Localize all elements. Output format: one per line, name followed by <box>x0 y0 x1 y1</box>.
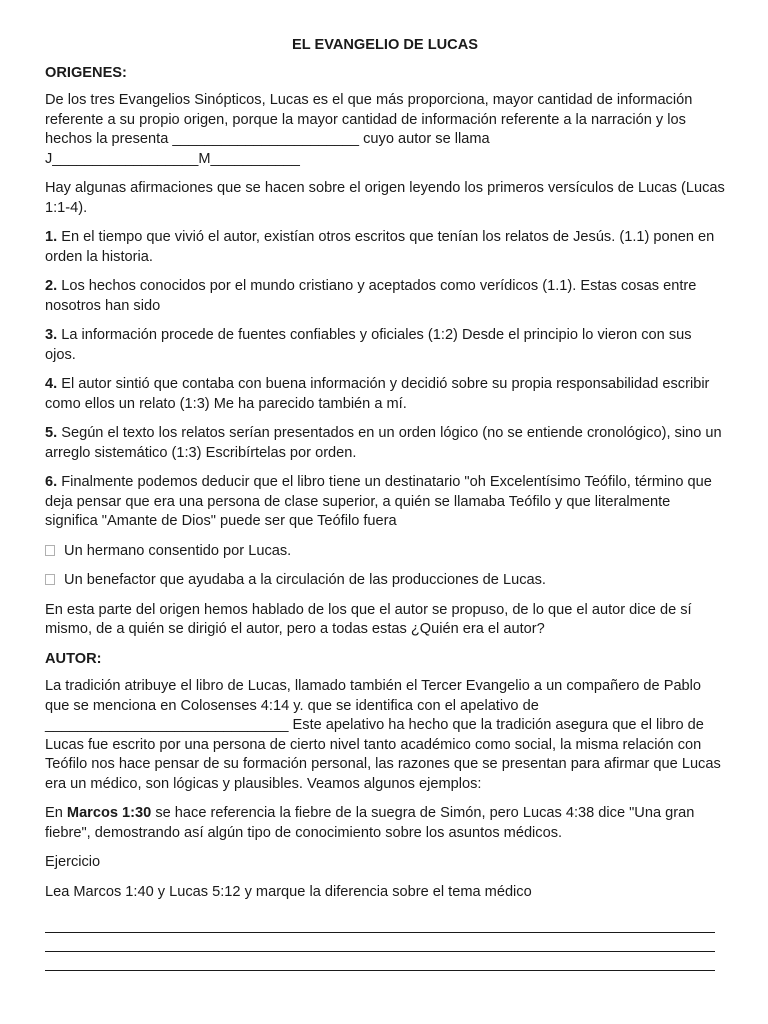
checkbox-bullet-icon <box>45 574 55 585</box>
bullet-text: Un hermano consentido por Lucas. <box>60 542 292 559</box>
item-number: 1. <box>45 229 58 245</box>
list-item <box>45 277 725 316</box>
bullet-item <box>45 542 725 562</box>
list-item <box>45 326 725 365</box>
list-item <box>45 375 725 414</box>
item-text: Según el texto los relatos serían presentados en un orden lógico (no se entiende cronológico), sino un arreglo sistemático (1:3) Escribírtelas por orden. <box>45 425 722 461</box>
document-title: EL EVANGELIO DE LUCAS <box>292 37 478 53</box>
item-number: 4. <box>45 376 58 392</box>
item-number: 5. <box>45 425 58 441</box>
item-text: Finalmente podemos deducir que el libro tiene un destinatario "oh Excelentísimo Teófilo, término que deja pensar que era una persona de clase superior, a quién se llamaba Teófilo y que literalmente significa "Amante de Dios" puede ser que Teófilo fuera <box>45 474 712 529</box>
answer-line[interactable] <box>45 952 715 971</box>
example-reference: Marcos 1:30 <box>66 805 152 821</box>
example-paragraph <box>45 804 725 843</box>
item-text: En el tiempo que vivió el autor, existían otros escritos que tenían los relatos de Jesús. (1.1) ponen en orden la historia. <box>45 229 715 265</box>
summary-paragraph: En esta parte del origen hemos hablado de los que el autor se propuso, de lo que el autor dice de sí mismo, de a quién se dirigió el autor, pero a todas estas ¿Quién era el autor? <box>45 601 692 637</box>
checkbox-bullet-icon <box>45 545 55 556</box>
item-number: 3. <box>45 327 58 343</box>
list-item <box>45 228 725 267</box>
origins-heading: ORIGENES: <box>45 64 127 81</box>
answer-line[interactable] <box>45 914 715 933</box>
item-number: 2. <box>45 278 58 294</box>
exercise-label: Ejercicio <box>45 854 101 870</box>
document-page <box>45 36 725 971</box>
author-paragraph: La tradición atribuye el libro de Lucas, llamado también el Tercer Evangelio a un compañero de Pablo que se menciona en Colosenses 4:14 y. que se identifica con el apelativo de ______________________________ Este apelativo ha hecho que la tradición asegura que el libro de Lucas fue escrito por una persona de cierto nivel tanto académico como social, la misma relación con Teófilo nos hace pensar de su formación personal, las razones que se presentan para afirmar que Lucas era un médico, son lógicas y plausibles. Veamos algunos ejemplos: <box>45 678 721 792</box>
item-text: Los hechos conocidos por el mundo cristiano y aceptados como verídicos (1.1). Estas cosas entre nosotros han sido <box>45 278 697 314</box>
item-text: El autor sintió que contaba con buena información y decidió sobre su propia responsabilidad escribir como ellos un relato (1:3) Me ha parecido también a mí. <box>45 376 710 412</box>
author-heading: AUTOR: <box>45 650 102 667</box>
intro-paragraph: De los tres Evangelios Sinópticos, Lucas es el que más proporciona, mayor cantidad de información referente a su propio origen, porque la mayor cantidad de información referente a la narración y los hechos la presenta _______________________ cuyo autor se llama J__________________M___________ <box>45 92 693 167</box>
affirmations-intro: Hay algunas afirmaciones que se hacen sobre el origen leyendo los primeros versículos de Lucas (Lucas 1:1-4). <box>45 180 725 216</box>
example-text: se hace referencia la fiebre de la suegra de Simón, pero Lucas 4:38 dice "Una gran fiebre", demostrando así algún tipo de conocimiento sobre los asuntos médicos. <box>45 805 695 841</box>
list-item <box>45 424 725 463</box>
item-text: La información procede de fuentes confiables y oficiales (1:2) Desde el principio lo vieron con sus ojos. <box>45 327 692 363</box>
example-prefix: En <box>45 805 67 821</box>
item-number: 6. <box>45 474 58 490</box>
list-item <box>45 473 725 532</box>
exercise-instruction: Lea Marcos 1:40 y Lucas 5:12 y marque la diferencia sobre el tema médico <box>45 883 532 900</box>
bullet-item <box>45 571 725 591</box>
bullet-text: Un benefactor que ayudaba a la circulación de las producciones de Lucas. <box>60 572 546 588</box>
answer-line[interactable] <box>45 933 715 952</box>
answer-lines <box>45 914 725 971</box>
